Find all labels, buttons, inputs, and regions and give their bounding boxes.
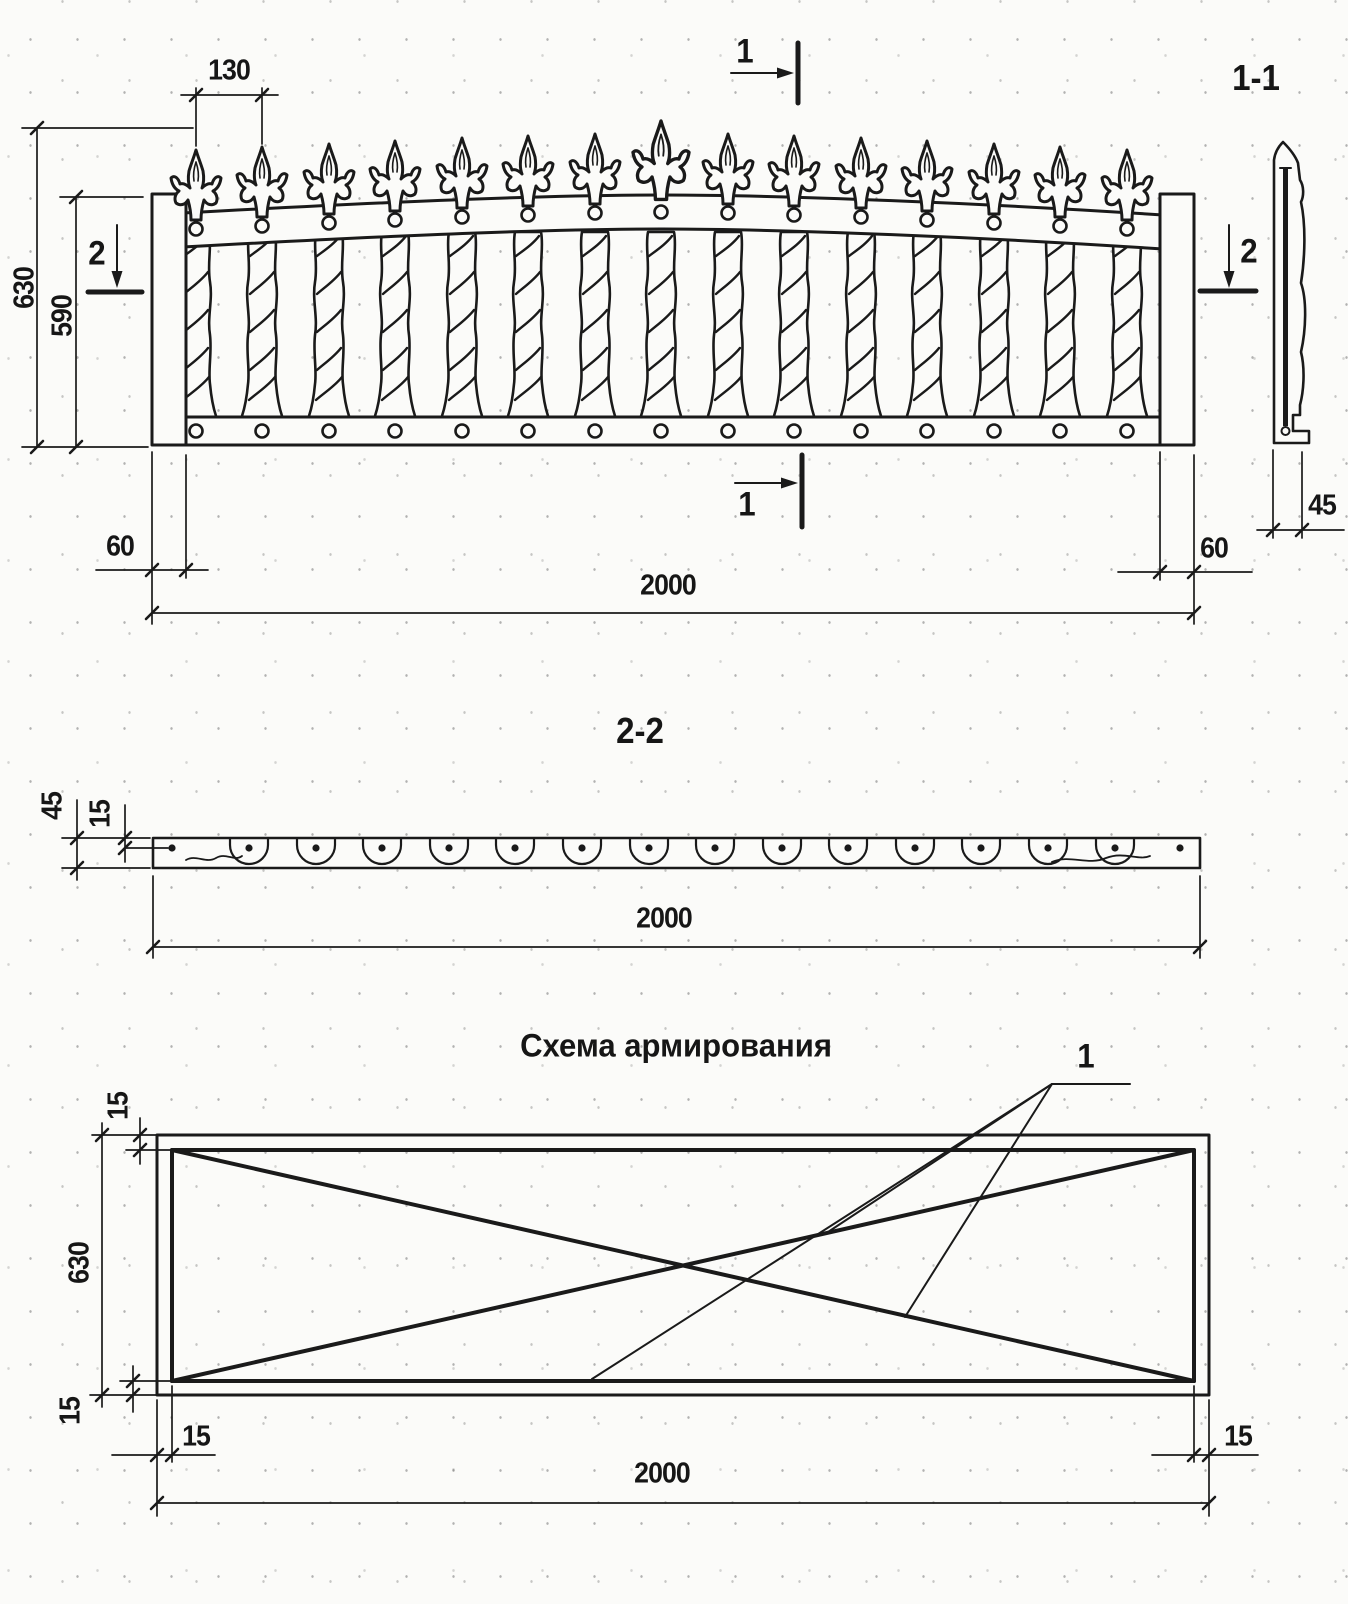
dim-15-right-label: 15 [1224,1420,1252,1453]
left-stile [152,194,186,445]
spear-finial [570,134,620,204]
twisted-baluster [309,232,349,417]
section-mark-2-right-label: 2 [1240,232,1258,271]
twisted-baluster [841,232,881,417]
section-mark-1-top-label: 1 [736,32,754,71]
twisted-baluster [442,232,482,417]
section-2-2-view [62,800,1206,958]
twisted-baluster [575,232,615,417]
twisted-baluster [1040,232,1080,417]
twisted-baluster [375,232,415,417]
section-1-1-title: 1-1 [1232,57,1280,98]
twisted-baluster [242,232,282,417]
callout-1-leaders [592,1084,1130,1379]
spear-finial-center [633,121,689,199]
spear-finial [1102,150,1152,220]
dim-60-right-label: 60 [1200,532,1228,565]
dim-15-top-label: 15 [102,1092,135,1120]
twisted-baluster [641,232,681,417]
dim-45-section-label: 45 [36,792,69,820]
dim-2000-section-label: 2000 [636,902,692,935]
dim-2000-front [146,607,1200,619]
dim-45-profile-label: 45 [1308,489,1336,522]
reinforcement-title: Схема армирования [520,1027,832,1064]
right-stile [1160,194,1194,445]
dim-15-bottom [120,1366,176,1412]
dim-630-label: 630 [8,267,41,309]
section-1-1-profile [1274,142,1309,443]
twisted-baluster [708,232,748,417]
twisted-baluster [1107,232,1147,417]
callout-1-label: 1 [1077,1037,1095,1076]
dim-15-section-label: 15 [84,800,117,828]
dim-2000-scheme-label: 2000 [634,1457,690,1490]
dim-60-right [1118,452,1252,624]
dim-2000-front-label: 2000 [640,569,696,602]
twisted-baluster [974,232,1014,417]
rebar-dot [1176,844,1183,851]
twisted-balusters [176,232,1147,417]
dim-60-left-label: 60 [106,530,134,563]
reinforcement-scheme [90,1084,1258,1516]
dim-2000-scheme [151,1497,1215,1509]
profile-rebar [1283,168,1288,426]
section-mark-1-bottom-label: 1 [738,485,756,524]
dim-15-bottom-label: 15 [54,1397,87,1425]
spear-finial [703,134,753,204]
twisted-baluster [907,232,947,417]
section-2-2-title: 2-2 [616,710,664,751]
dim-590-label: 590 [46,295,79,337]
twisted-baluster [774,232,814,417]
dim-15-left-label: 15 [182,1420,210,1453]
dim-130-label: 130 [208,54,250,87]
twisted-baluster [508,232,548,417]
dim-15-top [92,1118,176,1164]
front-view [22,43,1344,624]
dim-630-scheme [90,1123,176,1407]
bottom-rail [183,417,1164,445]
section-mark-2-left-label: 2 [88,234,106,273]
rebar-dot [168,844,175,851]
dim-130 [181,88,278,146]
spear-finial [437,138,487,208]
dim-630-scheme-label: 630 [63,1242,96,1284]
